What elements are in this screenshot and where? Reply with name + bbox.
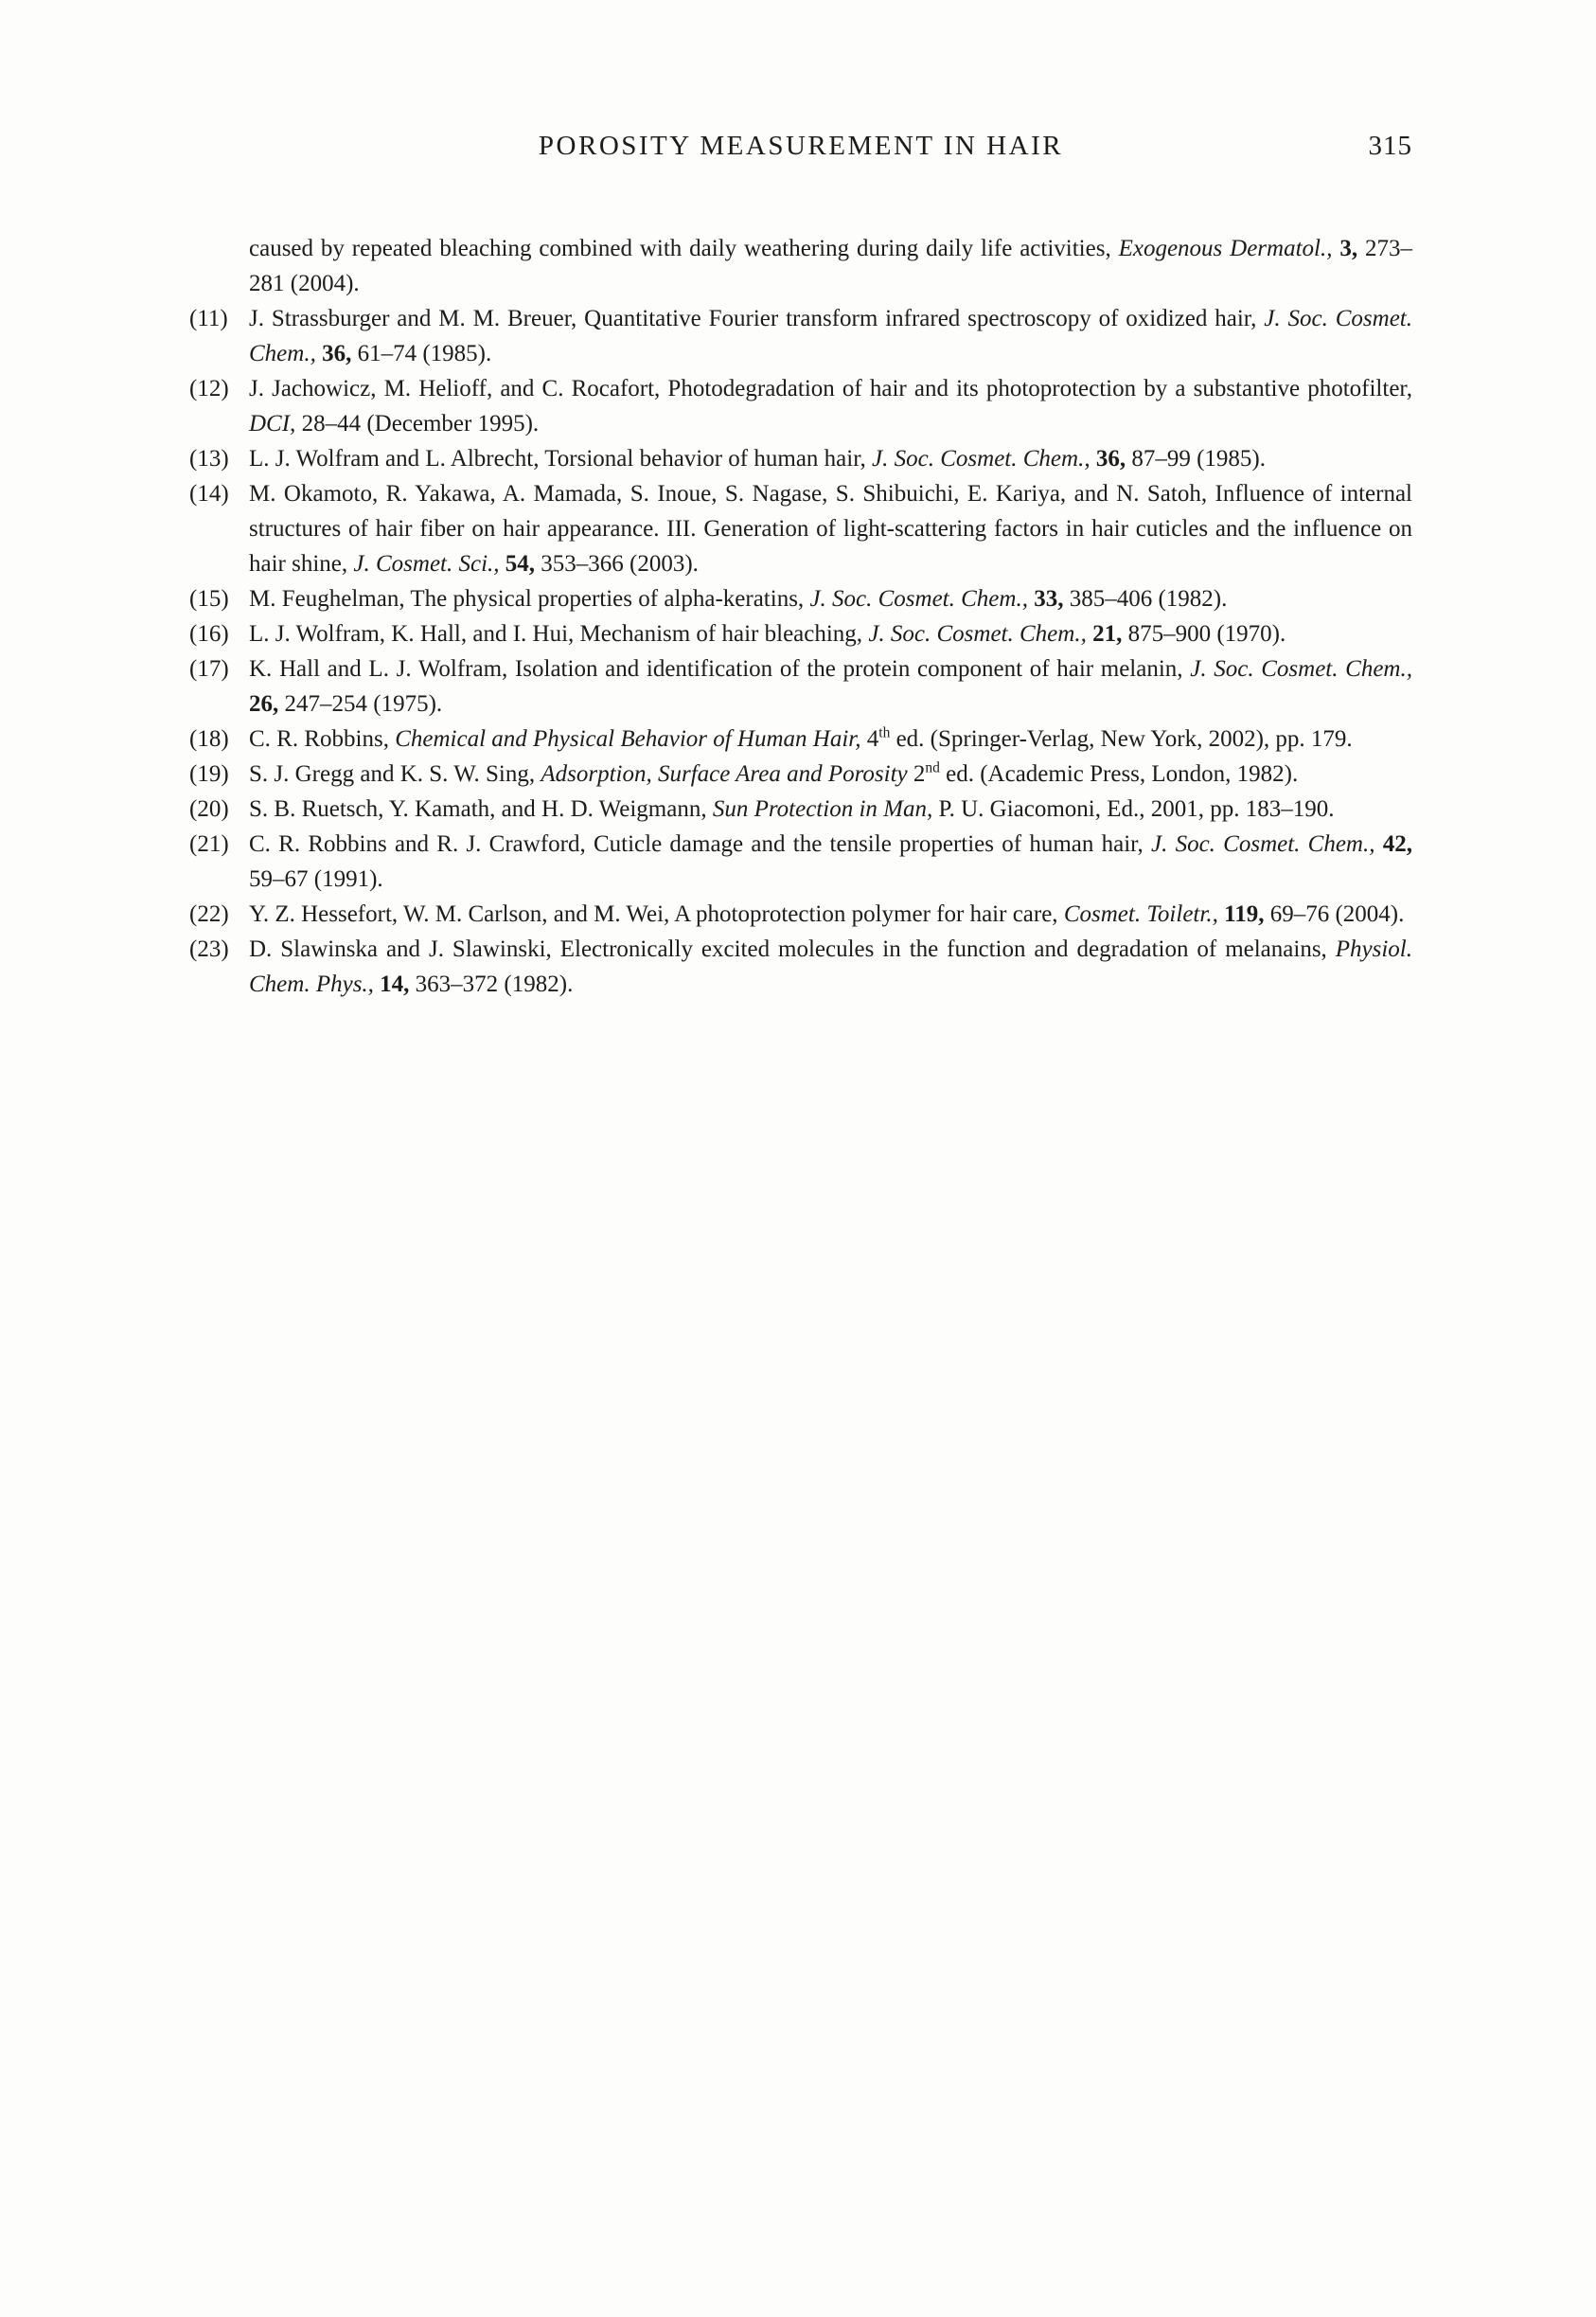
reference-item	[189, 827, 1412, 897]
reference-text-segment: S. B. Ruetsch, Y. Kamath, and H. D. Weigmann,	[249, 796, 713, 822]
reference-text-segment: 363–372 (1982).	[415, 971, 574, 997]
reference-text-segment: L. J. Wolfram, K. Hall, and I. Hui, Mechanism of hair bleaching,	[249, 621, 869, 647]
reference-text-segment: 26,	[249, 691, 285, 717]
reference-text-segment: Y. Z. Hessefort, W. M. Carlson, and M. Wei, A photoprotection polymer for hair care,	[249, 901, 1064, 927]
reference-item	[189, 792, 1412, 827]
reference-number: (15)	[189, 586, 229, 612]
reference-text-segment: 273–281 (2004).	[249, 236, 1412, 296]
reference-text-segment: J. Soc. Cosmet. Chem.,	[809, 586, 1035, 612]
reference-text-segment: J. Soc. Cosmet. Chem.,	[872, 446, 1096, 472]
reference-text-segment: Adsorption, Surface Area and Porosity	[541, 761, 913, 787]
reference-item	[189, 616, 1412, 651]
reference-item	[189, 301, 1412, 371]
reference-text-segment: P. U. Giacomoni, Ed., 2001, pp. 183–190.	[938, 796, 1335, 822]
reference-number: (11)	[189, 306, 228, 331]
reference-text-segment: J. Strassburger and M. M. Breuer, Quantitative Fourier transform infrared spectroscopy of oxidized hair,	[249, 306, 1265, 331]
reference-text-segment: DCI,	[249, 411, 302, 437]
reference-number: (18)	[189, 726, 229, 752]
reference-number: (12)	[189, 376, 229, 401]
reference-item	[189, 441, 1412, 476]
page-header	[189, 131, 1412, 169]
reference-text-segment: M. Feughelman, The physical properties of alpha-keratins,	[249, 586, 810, 612]
reference-item	[189, 932, 1412, 1002]
reference-item	[189, 897, 1412, 932]
reference-text-segment: Exogenous Dermatol.,	[1118, 236, 1340, 261]
reference-text-segment: 4	[866, 726, 879, 752]
reference-text-segment: 119,	[1224, 901, 1270, 927]
reference-text-segment: ed. (Springer-Verlag, New York, 2002), pp. 179.	[890, 726, 1353, 752]
running-title: POROSITY MEASUREMENT IN HAIR	[538, 131, 1064, 161]
reference-text-segment: J. Soc. Cosmet. Chem.,	[868, 621, 1093, 647]
reference-item	[189, 651, 1412, 722]
reference-text-segment: 33,	[1034, 586, 1070, 612]
reference-text-segment: 42,	[1382, 831, 1412, 857]
reference-text-segment: 87–99 (1985).	[1131, 446, 1266, 472]
reference-text-segment: th	[878, 724, 891, 741]
reference-item	[189, 722, 1412, 757]
reference-text-segment: 2	[913, 761, 926, 787]
reference-item	[189, 581, 1412, 616]
reference-text-segment: caused by repeated bleaching combined with daily weathering during daily life activities,	[249, 236, 1119, 261]
reference-text-segment: Sun Protection in Man,	[712, 796, 939, 822]
reference-text-segment: Physiol. Chem. Phys.,	[249, 936, 1412, 997]
reference-text-segment: 61–74 (1985).	[357, 341, 492, 366]
reference-text-segment: nd	[925, 759, 940, 776]
reference-text-segment: 353–366 (2003).	[541, 551, 699, 577]
reference-number: (16)	[189, 621, 229, 647]
reference-text-segment: 28–44 (December 1995).	[301, 411, 540, 437]
reference-text-segment: K. Hall and L. J. Wolfram, Isolation and identification of the protein component of hair melanin,	[249, 656, 1191, 682]
reference-item	[189, 476, 1412, 581]
reference-text-segment: 59–67 (1991).	[249, 866, 383, 892]
reference-number: (21)	[189, 831, 229, 857]
reference-number: (22)	[189, 901, 229, 927]
reference-text-segment: 247–254 (1975).	[284, 691, 443, 717]
reference-number: (17)	[189, 656, 229, 682]
reference-text-segment: 54,	[505, 551, 541, 577]
reference-text-segment: C. R. Robbins and R. J. Crawford, Cuticle damage and the tensile properties of human hair,	[249, 831, 1151, 857]
reference-text-segment: 3,	[1339, 236, 1365, 261]
reference-text-segment: C. R. Robbins,	[249, 726, 396, 752]
reference-text-segment: Cosmet. Toiletr.,	[1063, 901, 1225, 927]
reference-text-segment: M. Okamoto, R. Yakawa, A. Mamada, S. Inoue, S. Nagase, S. Shibuichi, E. Kariya, and N. Satoh, Influence of internal structures of hair fiber on hair appearance. III. Generation of light-scattering factors in hair cuticles and the influence on hair shine,	[249, 481, 1412, 577]
reference-item	[189, 371, 1412, 441]
reference-text-segment: J. Cosmet. Sci.,	[353, 551, 505, 577]
page-number: 315	[1368, 131, 1412, 161]
reference-text-segment: 21,	[1092, 621, 1128, 647]
reference-text-segment: 36,	[1095, 446, 1132, 472]
reference-text-segment: 14,	[380, 971, 416, 997]
reference-text-segment: L. J. Wolfram and L. Albrecht, Torsional behavior of human hair,	[249, 446, 873, 472]
reference-text-segment: D. Slawinska and J. Slawinski, Electronically excited molecules in the function and degradation of melanains,	[249, 936, 1336, 962]
reference-text-segment: J. Jachowicz, M. Helioff, and C. Rocafort, Photodegradation of hair and its photoprotection by a substantive photofilter,	[249, 376, 1412, 401]
reference-number: (23)	[189, 936, 229, 962]
reference-text-segment: J. Soc. Cosmet. Chem.,	[1190, 656, 1412, 682]
reference-text-segment: J. Soc. Cosmet. Chem.,	[249, 306, 1412, 366]
reference-text-segment: 69–76 (2004).	[1269, 901, 1405, 927]
reference-text-segment: S. J. Gregg and K. S. W. Sing,	[249, 761, 541, 787]
reference-item	[189, 231, 1412, 301]
reference-number: (20)	[189, 796, 229, 822]
reference-item	[189, 757, 1412, 792]
reference-number: (19)	[189, 761, 229, 787]
reference-text-segment: J. Soc. Cosmet. Chem.,	[1150, 831, 1383, 857]
reference-number: (13)	[189, 446, 229, 472]
reference-text-segment: 385–406 (1982).	[1069, 586, 1228, 612]
reference-text-segment: Chemical and Physical Behavior of Human Hair,	[395, 726, 867, 752]
reference-text-segment: 36,	[322, 341, 358, 366]
reference-text-segment: 875–900 (1970).	[1127, 621, 1286, 647]
reference-list	[189, 231, 1412, 1002]
reference-text-segment: ed. (Academic Press, London, 1982).	[939, 761, 1299, 787]
reference-number: (14)	[189, 481, 229, 507]
